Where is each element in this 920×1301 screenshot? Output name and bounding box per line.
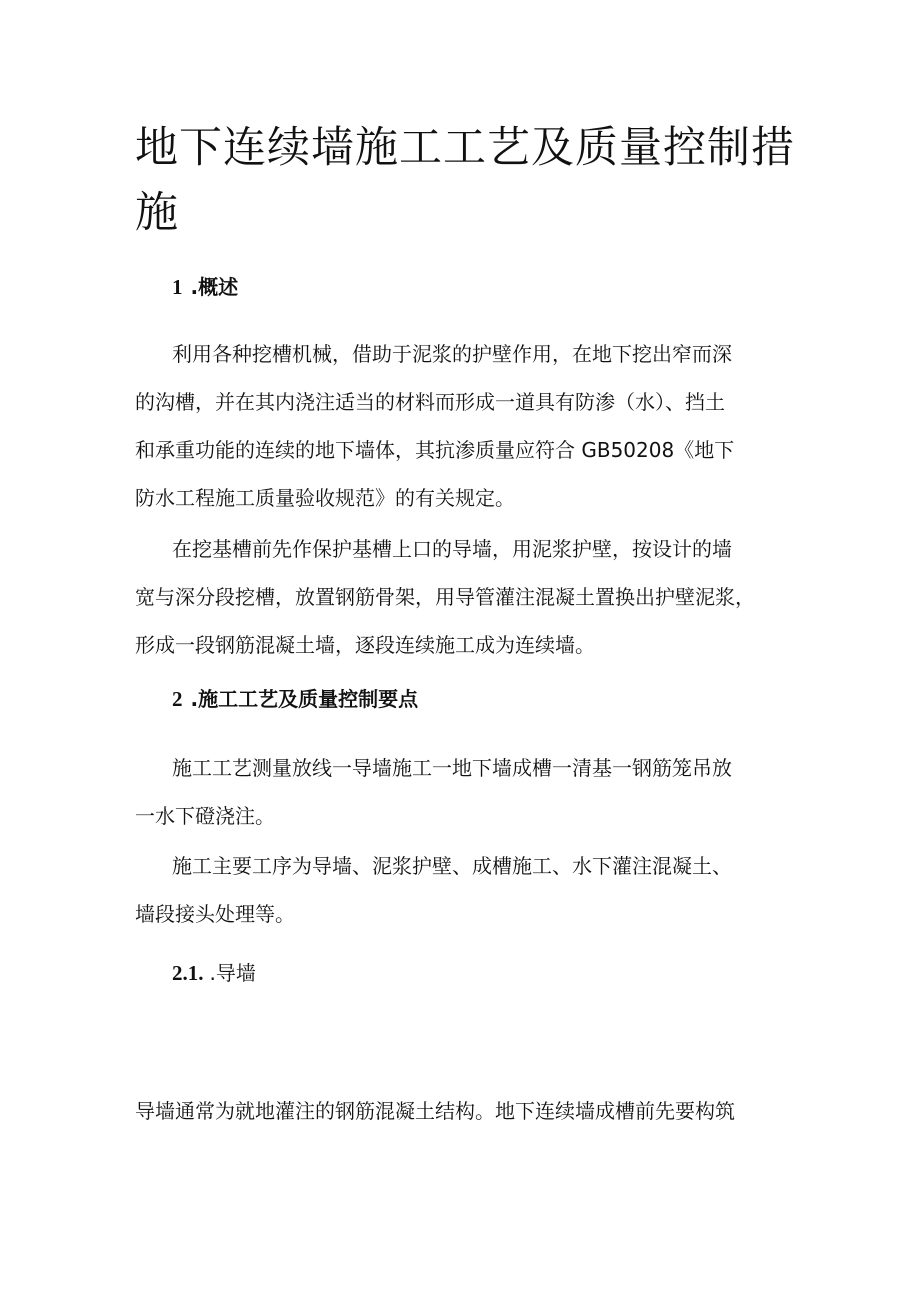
section-number: 1 (172, 275, 183, 299)
subsection-label: .导墙 (209, 961, 256, 985)
paragraph-line: 防水工程施工质量验收规范》的有关规定。 (135, 486, 515, 510)
paragraph-line: 的沟槽，并在其内浇注适当的材料而形成一道具有防渗（水）、挡土 (135, 390, 725, 414)
document-title (135, 116, 795, 246)
paragraph-overview-2 (135, 525, 755, 669)
paragraph-line: 施工工艺测量放线一导墙施工一地下墙成槽一清基一钢筋笼吊放 (172, 756, 732, 780)
paragraph-line: 导墙通常为就地灌注的钢筋混凝土结构。地下连续墙成槽前先要构筑 (135, 1099, 735, 1123)
subsection-heading-2-1 (172, 958, 256, 988)
paragraph-overview-1 (135, 330, 734, 522)
paragraph-line: 墙段接头处理等。 (135, 902, 295, 926)
paragraph-line: 施工主要工序为导墙、泥浆护壁、成槽施工、水下灌注混凝土、 (172, 854, 732, 878)
section-heading-2 (172, 684, 418, 714)
title-line: 施 (135, 188, 179, 238)
paragraph-line: 在挖基槽前先作保护基槽上口的导墙，用泥浆护壁，按设计的墙 (172, 537, 732, 561)
paragraph-line: 宽与深分段挖槽，放置钢筋骨架，用导管灌注混凝土置换出护壁泥浆， (135, 585, 755, 609)
paragraph-guide-wall (135, 1087, 735, 1135)
paragraph-line: 一水下磴浇注。 (135, 804, 275, 828)
section-heading-1 (172, 272, 238, 302)
paragraph-process-1 (135, 744, 732, 840)
section-label: .施工工艺及质量控制要点 (190, 687, 419, 711)
subsection-number: 2.1. (172, 961, 204, 985)
paragraph-process-2 (135, 842, 732, 938)
paragraph-line: 和承重功能的连续的地下墙体，其抗渗质量应符合 GB50208《地下 (135, 438, 735, 462)
section-label: .概述 (190, 275, 239, 299)
section-number: 2 (172, 687, 183, 711)
paragraph-line: 形成一段钢筋混凝土墙，逐段连续施工成为连续墙。 (135, 633, 595, 657)
paragraph-line: 利用各种挖槽机械，借助于泥浆的护壁作用，在地下挖出窄而深 (172, 342, 732, 366)
title-line: 地下连续墙施工工艺及质量控制措 (135, 123, 795, 173)
